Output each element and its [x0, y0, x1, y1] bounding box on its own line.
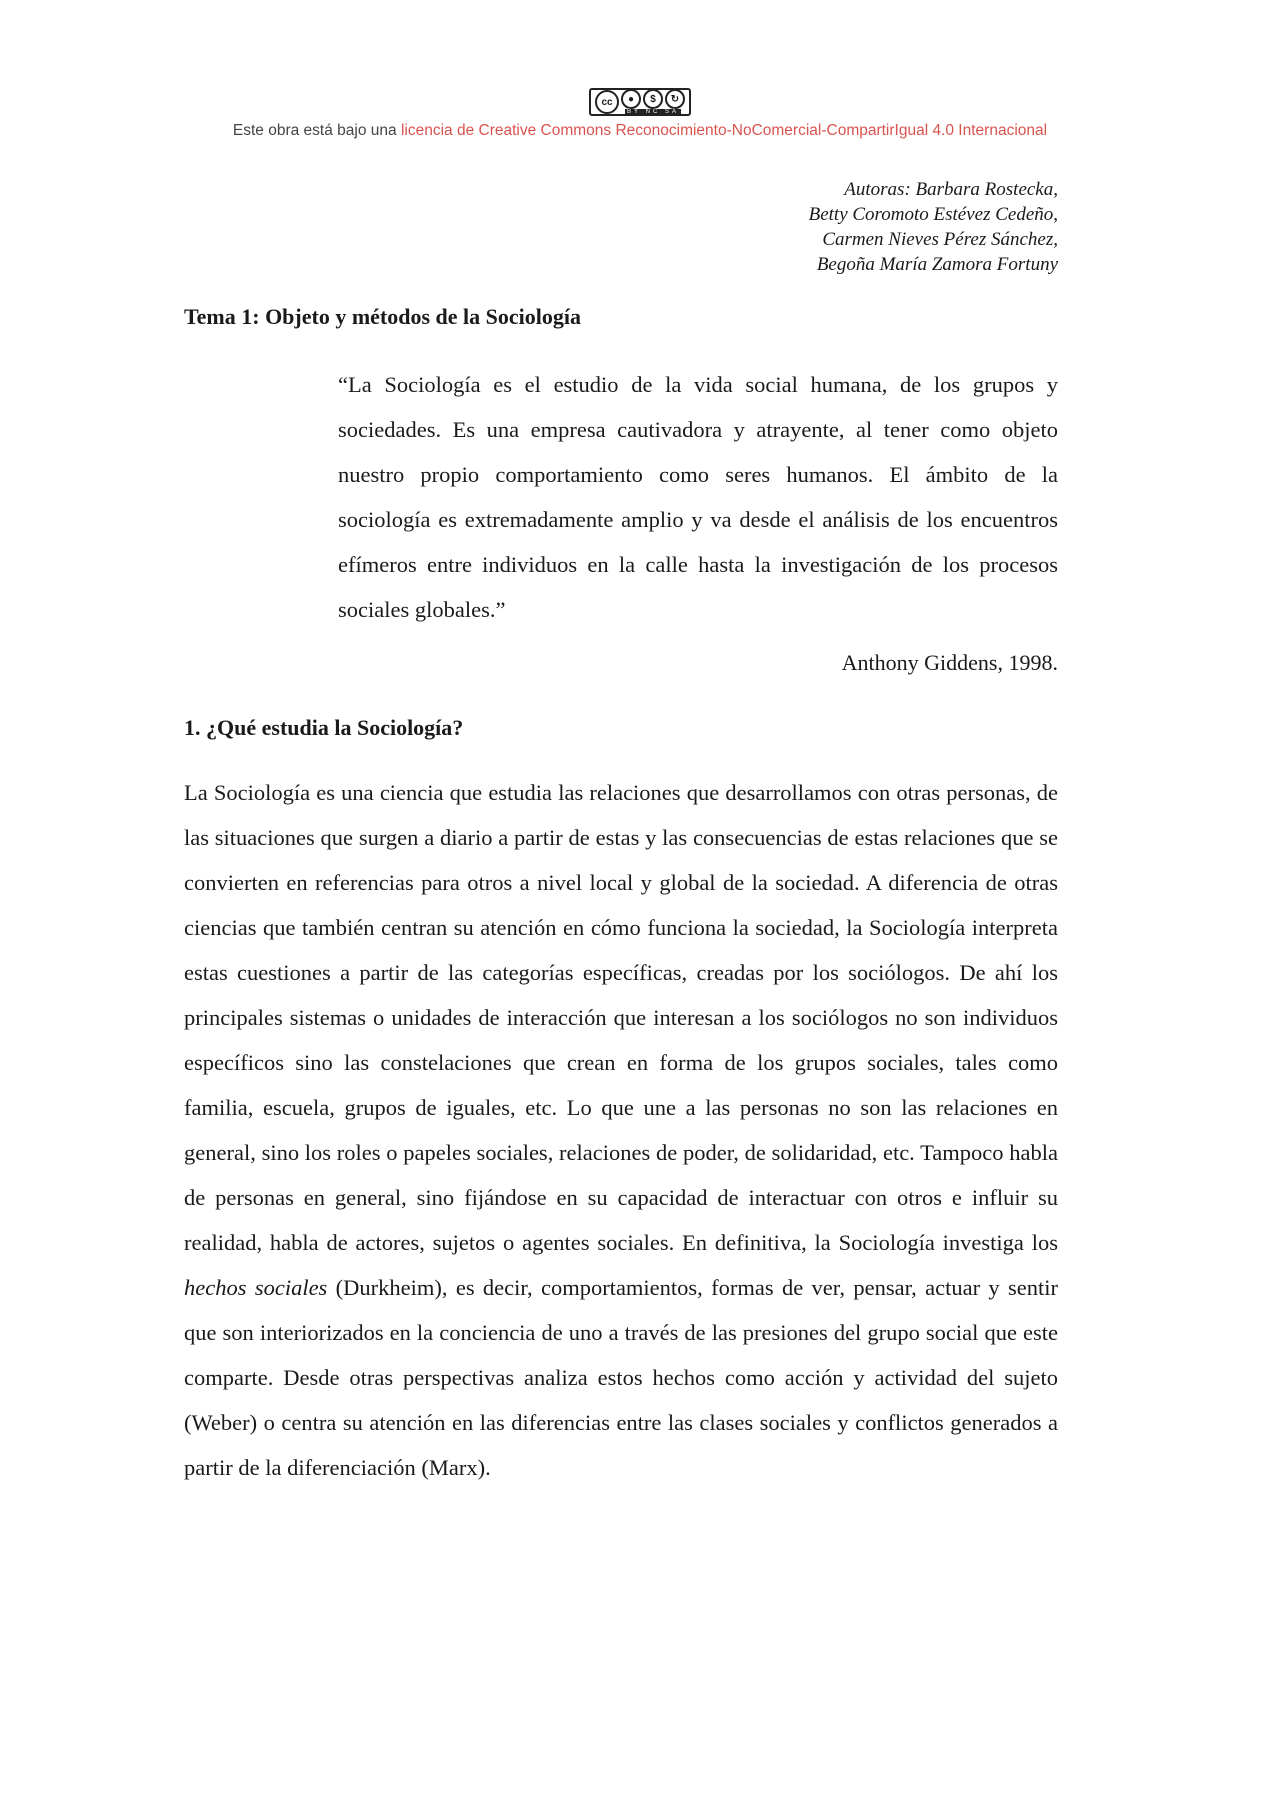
sa-icon: ↻: [665, 89, 685, 109]
section-heading: 1. ¿Qué estudia la Sociología?: [184, 715, 464, 740]
license-prefix: Este obra está bajo una: [232, 122, 401, 139]
author-line: Betty Coromoto Estévez Cedeño,: [808, 204, 1058, 225]
author-line: Autoras: Barbara Rostecka,: [844, 179, 1058, 200]
quote-attribution: Anthony Giddens, 1998.: [841, 650, 1058, 675]
body-paragraph: La Sociología es una ciencia que estudia las relaciones que desarrollamos con otras personas, de las situaciones que surgen a diario a partir de estas y las consecuencias de estas relaciones que se convierten en referencias para otros a nivel local y global de la sociedad. A diferencia de otras ciencias que también centran su atención en cómo funciona la sociedad, la Sociología interpreta estas cuestiones a partir de las categorías específicas, creadas por los sociólogos. De ahí los principales sistemas o unidades de interacción que interesan a los sociólogos no son individuos específicos sino las constelaciones que crean en forma de los grupos sociales, tales como familia, escuela, grupos de iguales, etc. Lo que une a las personas no son las relaciones en general, sino los roles o papeles sociales, relaciones de poder, de solidaridad, etc. Tampoco habla de personas en general, sino fijándose en su capacidad de interactuar con otros e influir su realidad, habla de actores, sujetos o agentes sociales. En definitiva, la Sociología investiga los hechos sociales (Durkheim), es decir, comportamientos, formas de ver, pensar, actuar y sentir que son interiorizados en la conciencia de uno a través de las presiones del grupo social que este comparte. Desde otras perspectivas analiza estos hechos como acción y actividad del sujeto (Weber) o centra su atención en las diferencias entre las clases sociales y conflictos generados a partir de la diferenciación (Marx).: [184, 780, 1059, 1480]
epigraph-quote: “La Sociología es el estudio de la vida social humana, de los grupos y sociedades. Es una empresa cautivadora y atrayente, al tener como objeto nuestro propio comportamiento como seres humanos. El ámbito de la sociología es extremadamente amplio y va desde el análisis de los encuentros efímeros entre individuos en la calle hasta la investigación de los procesos sociales globales.”: [338, 372, 1058, 622]
license-tags: BY NC SA: [627, 109, 679, 115]
cc-icon: cc: [595, 90, 619, 114]
license-text: [0, 122, 1280, 140]
authors-block: [809, 177, 1058, 277]
license-link[interactable]: licencia de Creative Commons Reconocimiento-NoComercial-CompartirIgual 4.0 Internacional: [400, 122, 1048, 139]
author-line: Carmen Nieves Pérez Sánchez,: [822, 229, 1058, 250]
page-title: Tema 1: Objeto y métodos de la Sociología: [184, 304, 581, 329]
cc-license-badge[interactable]: [589, 88, 691, 116]
nc-icon: $: [643, 89, 663, 109]
license-block: [0, 88, 1280, 140]
by-icon: ●: [621, 89, 641, 109]
italic-term: hechos sociales: [184, 1275, 328, 1300]
author-line: Begoña María Zamora Fortuny: [816, 254, 1058, 275]
